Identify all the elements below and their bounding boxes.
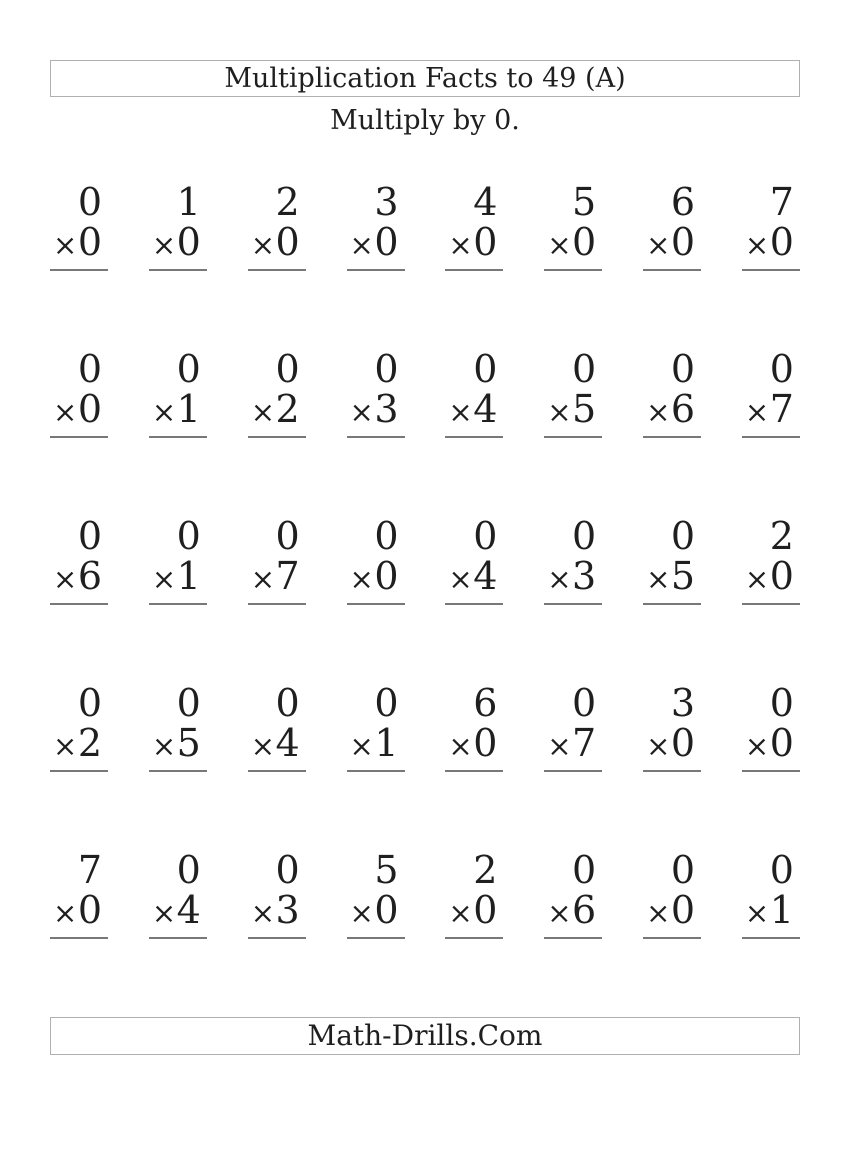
bottom-operand-line [350, 723, 399, 766]
multiply-operator: × [744, 395, 770, 429]
multiply-operator: × [349, 228, 374, 262]
top-operand: 5 [572, 180, 597, 224]
bottom-operand: 0 [77, 888, 102, 932]
multiply-operator: × [547, 395, 572, 429]
bottom-operand: 0 [670, 721, 696, 765]
multiplication-problem [742, 516, 800, 605]
bottom-operand: 1 [374, 721, 399, 765]
top-operand: 6 [670, 180, 696, 224]
bottom-operand-line [251, 222, 300, 265]
bottom-operand: 0 [769, 721, 794, 765]
top-operand: 1 [176, 180, 201, 224]
multiply-operator: × [448, 228, 473, 262]
top-operand: 0 [77, 180, 102, 224]
multiplication-problem [643, 182, 701, 271]
multiplication-problem [445, 349, 503, 438]
multiply-operator: × [151, 896, 177, 930]
multiplication-problem [248, 850, 306, 939]
bottom-operand: 0 [670, 888, 696, 932]
bottom-operand: 0 [473, 220, 498, 264]
bottom-operand-line [53, 556, 102, 599]
bottom-operand-line [547, 890, 596, 933]
multiply-operator: × [744, 228, 770, 262]
bottom-operand-line [448, 890, 497, 933]
multiply-operator: × [349, 395, 374, 429]
bottom-operand-line [251, 890, 300, 933]
bottom-operand-line [350, 556, 399, 599]
bottom-operand-line [350, 890, 399, 933]
multiplication-problem [643, 349, 701, 438]
multiply-operator: × [744, 562, 770, 596]
top-operand: 0 [572, 681, 597, 725]
bottom-operand-line [547, 222, 596, 265]
bottom-operand: 0 [77, 387, 102, 431]
multiply-operator: × [744, 896, 770, 930]
multiplication-problem [643, 516, 701, 605]
top-operand: 0 [275, 347, 300, 391]
multiply-operator: × [448, 562, 473, 596]
top-operand: 0 [473, 514, 498, 558]
bottom-operand-line [745, 389, 794, 432]
multiply-operator: × [744, 729, 770, 763]
bottom-operand-line [448, 222, 497, 265]
worksheet-page [0, 60, 850, 1055]
bottom-operand: 0 [176, 220, 201, 264]
top-operand: 0 [572, 848, 597, 892]
top-operand: 0 [572, 347, 597, 391]
multiply-operator: × [646, 896, 671, 930]
problem-row [50, 349, 800, 438]
top-operand: 0 [473, 347, 498, 391]
bottom-operand-line [251, 389, 300, 432]
bottom-operand-line [646, 723, 695, 766]
top-operand: 5 [374, 848, 399, 892]
multiplication-problem [544, 850, 602, 939]
bottom-operand-line [152, 389, 201, 432]
top-operand: 6 [473, 681, 498, 725]
multiplication-problem [248, 516, 306, 605]
top-operand: 0 [374, 347, 399, 391]
bottom-operand: 0 [275, 220, 300, 264]
multiply-operator: × [547, 562, 572, 596]
top-operand: 0 [176, 347, 201, 391]
bottom-operand: 1 [176, 554, 201, 598]
multiplication-problem [445, 182, 503, 271]
bottom-operand: 5 [176, 721, 201, 765]
top-operand: 0 [769, 347, 794, 391]
multiplication-problem [248, 683, 306, 772]
bottom-operand-line [53, 389, 102, 432]
multiplication-problem [149, 683, 207, 772]
bottom-operand: 3 [374, 387, 399, 431]
bottom-operand-line [646, 890, 695, 933]
problem-row [50, 850, 800, 939]
bottom-operand-line [547, 723, 596, 766]
multiplication-problem [347, 683, 405, 772]
bottom-operand-line [251, 556, 300, 599]
multiplication-problem [742, 182, 800, 271]
multiplication-problem [50, 349, 108, 438]
worksheet-subtitle: Multiply by 0. [330, 105, 520, 136]
multiply-operator: × [448, 896, 473, 930]
bottom-operand: 0 [670, 220, 696, 264]
top-operand: 0 [275, 514, 300, 558]
multiplication-problem [445, 683, 503, 772]
bottom-operand-line [251, 723, 300, 766]
multiplication-problem [149, 349, 207, 438]
bottom-operand: 3 [572, 554, 597, 598]
bottom-operand: 6 [77, 554, 102, 598]
multiplication-problem [149, 850, 207, 939]
multiplication-problem [445, 516, 503, 605]
top-operand: 0 [77, 347, 102, 391]
multiplication-problem [544, 182, 602, 271]
top-operand: 2 [275, 180, 300, 224]
multiplication-problem [742, 683, 800, 772]
problem-row [50, 516, 800, 605]
multiplication-problem [643, 850, 701, 939]
bottom-operand: 0 [374, 220, 399, 264]
multiplication-problem [149, 182, 207, 271]
multiply-operator: × [547, 729, 572, 763]
top-operand: 2 [473, 848, 498, 892]
bottom-operand: 7 [572, 721, 597, 765]
problem-row [50, 182, 800, 271]
top-operand: 0 [374, 681, 399, 725]
top-operand: 0 [374, 514, 399, 558]
bottom-operand-line [350, 389, 399, 432]
problems-grid [50, 182, 800, 939]
multiplication-problem [544, 516, 602, 605]
bottom-operand-line [53, 890, 102, 933]
bottom-operand: 5 [670, 554, 696, 598]
bottom-operand-line [448, 723, 497, 766]
multiply-operator: × [547, 228, 572, 262]
bottom-operand: 1 [176, 387, 201, 431]
multiplication-problem [50, 182, 108, 271]
multiply-operator: × [53, 395, 78, 429]
multiply-operator: × [448, 395, 473, 429]
bottom-operand-line [547, 556, 596, 599]
multiplication-problem [544, 683, 602, 772]
multiplication-problem [742, 850, 800, 939]
multiplication-problem [347, 516, 405, 605]
top-operand: 0 [275, 848, 300, 892]
bottom-operand: 0 [374, 554, 399, 598]
footer-brand-text: Math-Drills.Com [307, 1019, 543, 1052]
multiply-operator: × [646, 562, 671, 596]
top-operand: 0 [176, 681, 201, 725]
multiply-operator: × [646, 228, 671, 262]
top-operand: 0 [769, 848, 794, 892]
top-operand: 0 [572, 514, 597, 558]
top-operand: 0 [670, 347, 696, 391]
top-operand: 0 [176, 514, 201, 558]
bottom-operand-line [152, 556, 201, 599]
top-operand: 0 [670, 514, 696, 558]
top-operand: 0 [670, 848, 696, 892]
bottom-operand: 0 [572, 220, 597, 264]
top-operand: 7 [77, 848, 102, 892]
top-operand: 7 [769, 180, 794, 224]
bottom-operand: 6 [572, 888, 597, 932]
bottom-operand: 0 [473, 721, 498, 765]
multiplication-problem [149, 516, 207, 605]
title-box [50, 60, 800, 97]
bottom-operand: 7 [769, 387, 794, 431]
multiply-operator: × [646, 729, 671, 763]
bottom-operand-line [53, 723, 102, 766]
bottom-operand-line [152, 723, 201, 766]
bottom-operand: 0 [769, 220, 794, 264]
bottom-operand-line [53, 222, 102, 265]
multiplication-problem [643, 683, 701, 772]
multiplication-problem [248, 349, 306, 438]
footer-box [50, 1017, 800, 1055]
bottom-operand: 0 [473, 888, 498, 932]
multiply-operator: × [250, 395, 275, 429]
bottom-operand-line [745, 556, 794, 599]
top-operand: 0 [275, 681, 300, 725]
bottom-operand-line [350, 222, 399, 265]
bottom-operand-line [547, 389, 596, 432]
bottom-operand: 3 [275, 888, 300, 932]
bottom-operand: 4 [176, 888, 201, 932]
multiply-operator: × [349, 562, 374, 596]
bottom-operand: 1 [769, 888, 794, 932]
multiplication-problem [347, 349, 405, 438]
multiply-operator: × [349, 729, 374, 763]
multiply-operator: × [547, 896, 572, 930]
bottom-operand-line [646, 389, 695, 432]
bottom-operand-line [745, 222, 794, 265]
bottom-operand: 5 [572, 387, 597, 431]
multiplication-problem [50, 683, 108, 772]
top-operand: 0 [77, 514, 102, 558]
multiplication-problem [742, 349, 800, 438]
top-operand: 0 [77, 681, 102, 725]
multiply-operator: × [151, 562, 177, 596]
top-operand: 0 [769, 681, 794, 725]
bottom-operand-line [745, 723, 794, 766]
multiply-operator: × [349, 896, 374, 930]
multiply-operator: × [151, 729, 177, 763]
multiplication-problem [50, 850, 108, 939]
bottom-operand-line [448, 389, 497, 432]
bottom-operand: 0 [77, 220, 102, 264]
multiply-operator: × [250, 729, 275, 763]
bottom-operand: 7 [275, 554, 300, 598]
bottom-operand: 4 [473, 387, 498, 431]
bottom-operand: 4 [275, 721, 300, 765]
top-operand: 0 [176, 848, 201, 892]
multiplication-problem [248, 182, 306, 271]
bottom-operand-line [448, 556, 497, 599]
bottom-operand-line [646, 556, 695, 599]
top-operand: 3 [374, 180, 399, 224]
multiply-operator: × [151, 395, 177, 429]
multiplication-problem [445, 850, 503, 939]
multiply-operator: × [250, 562, 275, 596]
bottom-operand-line [745, 890, 794, 933]
multiplication-problem [50, 516, 108, 605]
problem-row [50, 683, 800, 772]
multiply-operator: × [448, 729, 473, 763]
top-operand: 4 [473, 180, 498, 224]
bottom-operand: 4 [473, 554, 498, 598]
bottom-operand: 6 [670, 387, 696, 431]
page-title: Multiplication Facts to 49 (A) [224, 63, 626, 94]
multiply-operator: × [151, 228, 177, 262]
bottom-operand-line [646, 222, 695, 265]
bottom-operand: 0 [769, 554, 794, 598]
multiplication-problem [544, 349, 602, 438]
bottom-operand-line [152, 222, 201, 265]
top-operand: 2 [769, 514, 794, 558]
multiply-operator: × [646, 395, 671, 429]
bottom-operand-line [152, 890, 201, 933]
multiply-operator: × [250, 228, 275, 262]
bottom-operand: 2 [77, 721, 102, 765]
top-operand: 3 [670, 681, 696, 725]
multiplication-problem [347, 182, 405, 271]
bottom-operand: 0 [374, 888, 399, 932]
multiply-operator: × [53, 896, 78, 930]
multiplication-problem [347, 850, 405, 939]
multiply-operator: × [53, 562, 78, 596]
multiply-operator: × [250, 896, 275, 930]
bottom-operand: 2 [275, 387, 300, 431]
multiply-operator: × [53, 729, 78, 763]
multiply-operator: × [53, 228, 78, 262]
